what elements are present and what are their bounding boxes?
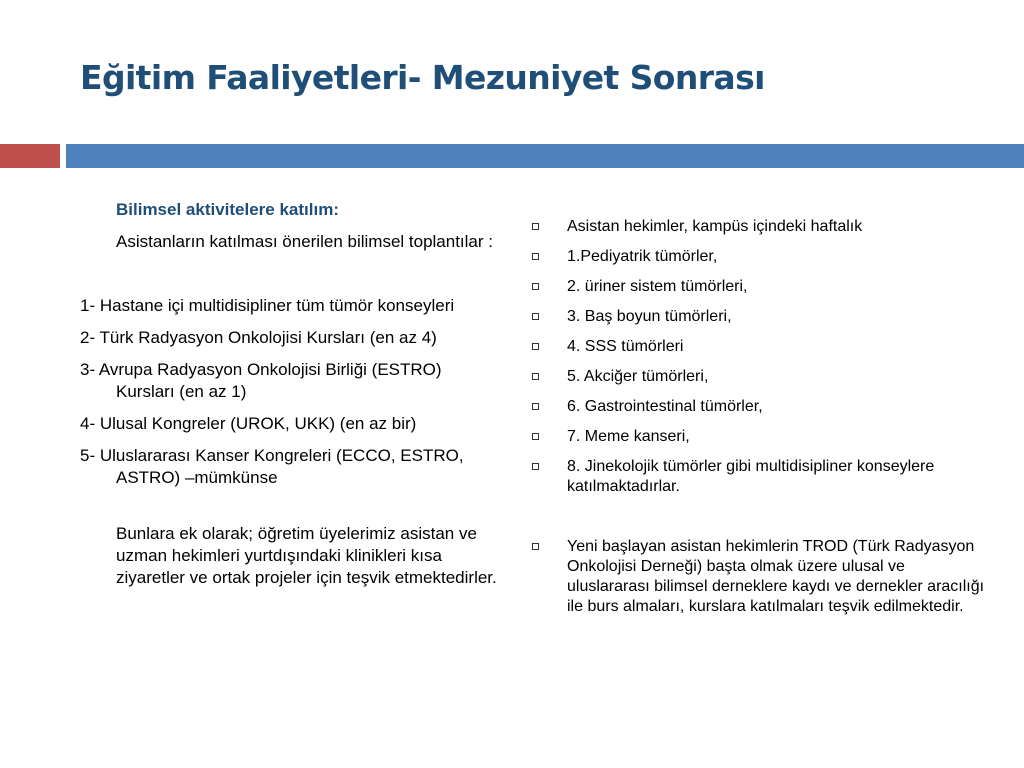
square-bullet-icon	[532, 543, 539, 550]
square-bullet-icon	[532, 403, 539, 410]
right-list-item	[530, 537, 990, 617]
square-bullet-icon	[532, 343, 539, 350]
left-intro: Asistanların katılması önerilen bilimsel toplantılar :	[116, 232, 493, 251]
right-list-item-text: 2. üriner sistem tümörleri,	[567, 278, 748, 295]
right-list-item-text: 7. Meme kanseri,	[567, 428, 690, 445]
right-list-item	[530, 217, 990, 237]
right-list-item-text: 1.Pediyatrik tümörler,	[567, 248, 718, 265]
right-list-item	[530, 457, 990, 497]
left-list-item: 5- Uluslararası Kanser Kongreleri (ECCO, ESTRO, ASTRO) –mümkünse	[80, 446, 464, 487]
right-list-item-text: Yeni başlayan asistan hekimlerin TROD (Türk Radyasyon Onkolojisi Derneği) başta olmak üzere ulusal ve uluslararası bilimsel derneklere kaydı ve dernekler aracılığı ile burs almaları, kurslara katılmaları teşvik edilmektedir.	[567, 538, 985, 615]
left-list-item: 2- Türk Radyasyon Onkolojisi Kursları (en az 4)	[80, 328, 437, 347]
right-bullet-list	[530, 217, 990, 617]
right-list-item	[530, 397, 990, 417]
right-list-item	[530, 337, 990, 357]
right-list-item	[530, 277, 990, 297]
left-subheading: Bilimsel aktivitelere katılım:	[116, 200, 339, 219]
square-bullet-icon	[532, 373, 539, 380]
slide-title: Eğitim Faaliyetleri- Mezuniyet Sonrası	[80, 58, 765, 97]
left-closing-paragraph: Bunlara ek olarak; öğretim üyelerimiz asistan ve uzman hekimleri yurtdışındaki klinikleri kısa ziyaretler ve ortak projeler için teşvik etmektedirler.	[116, 524, 497, 587]
right-column	[530, 217, 990, 627]
square-bullet-icon	[532, 253, 539, 260]
right-list-item	[530, 367, 990, 387]
right-list-item	[530, 247, 990, 267]
right-list-item-text: 3. Baş boyun tümörleri,	[567, 308, 732, 325]
right-list-item-text: 4. SSS tümörleri	[567, 338, 684, 355]
right-list-item-text: Asistan hekimler, kampüs içindeki haftalık	[567, 218, 863, 235]
accent-bar-red	[0, 144, 60, 168]
square-bullet-icon	[532, 223, 539, 230]
right-list-item-text: 6. Gastrointestinal tümörler,	[567, 398, 763, 415]
accent-bar-blue	[66, 144, 1024, 168]
square-bullet-icon	[532, 283, 539, 290]
square-bullet-icon	[532, 313, 539, 320]
right-list-item	[530, 307, 990, 327]
left-list-item: 3- Avrupa Radyasyon Onkolojisi Birliği (ESTRO) Kursları (en az 1)	[80, 360, 442, 401]
right-list-item	[530, 427, 990, 447]
square-bullet-icon	[532, 433, 539, 440]
right-list-item-text: 5. Akciğer tümörleri,	[567, 368, 709, 385]
left-list-item: 1- Hastane içi multidisipliner tüm tümör konseyleri	[80, 296, 455, 315]
square-bullet-icon	[532, 463, 539, 470]
right-list-item-text: 8. Jinekolojik tümörler gibi multidisipliner konseylere katılmaktadırlar.	[567, 458, 935, 495]
left-column	[80, 199, 500, 589]
left-list-item: 4- Ulusal Kongreler (UROK, UKK) (en az bir)	[80, 414, 417, 433]
